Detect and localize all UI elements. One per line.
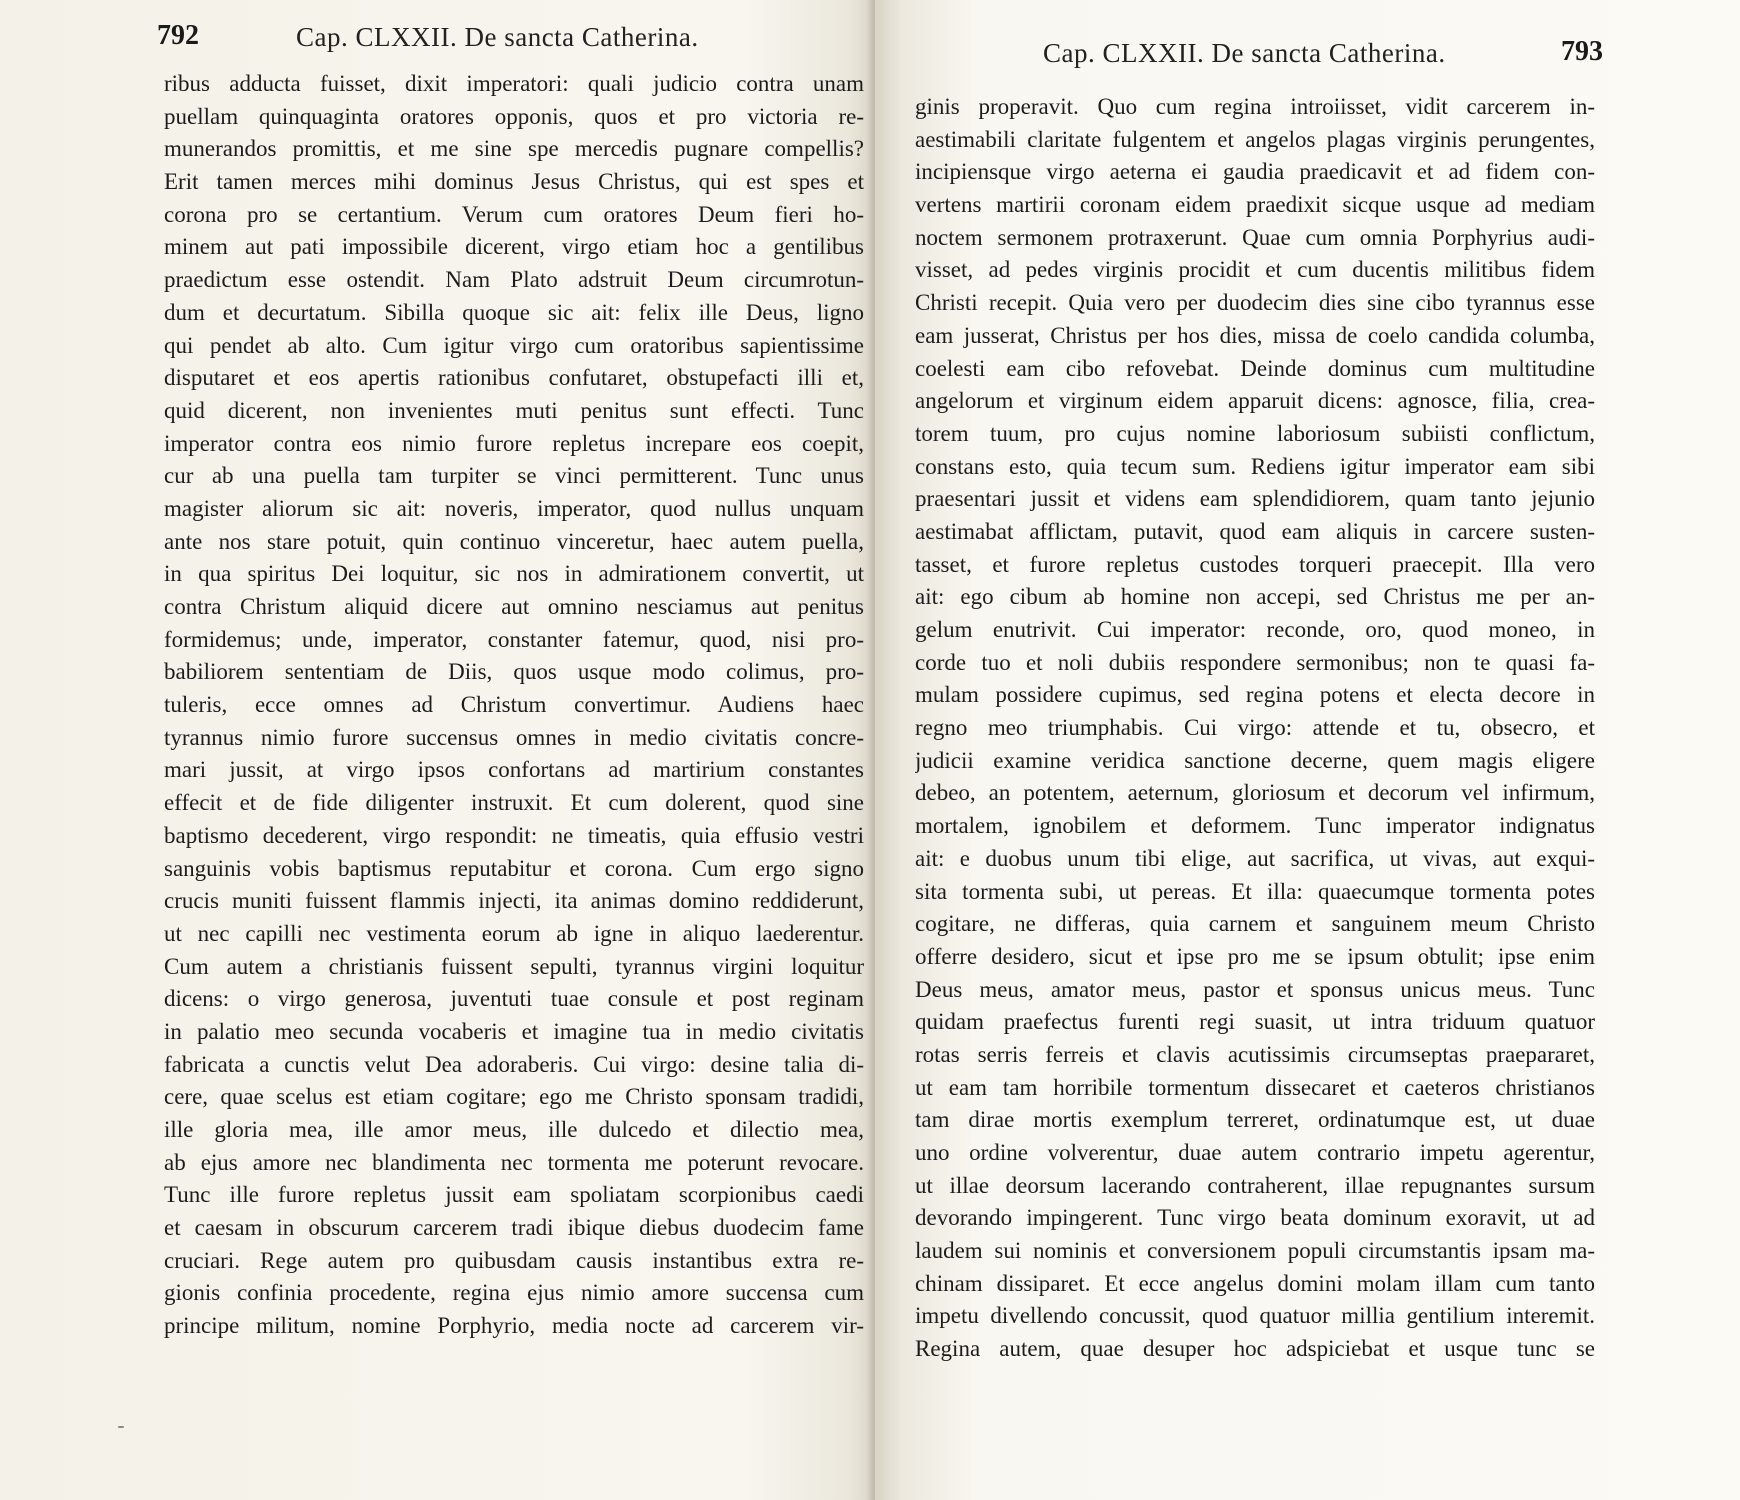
text-line: quidam praefectus furenti regi suasit, ut intra triduum quatuor [915,1009,1595,1035]
text-line: qui pendet ab alto. Cum igitur virgo cum oratoribus sapientissime [164,332,864,358]
text-line: impetu divellendo concussit, quod quatuor millia gentilium interemit. [915,1303,1595,1329]
text-line: crucis muniti fuissent flammis injecti, ita animas domino reddiderunt, [164,888,864,914]
left-running-head: Cap. CLXXII. De sancta Catherina. [296,22,699,52]
text-line: ille gloria mea, ille amor meus, ille dulcedo et dilectio mea, [164,1117,864,1142]
text-line: aestimabili claritate fulgentem et angelos plagas virginis perungentes, [915,126,1595,152]
text-line: ab ejus amore nec blandimenta nec tormenta me poterunt revocare. [164,1149,864,1175]
text-line: Erit tamen merces mihi dominus Jesus Christus, qui est spes et [164,169,864,195]
text-line: effecit et de fide diligenter instruxit. Et cum dolerent, quod sine [164,790,864,816]
text-line: Christi recepit. Quia vero per duodecim dies sine cibo tyrannus esse [915,290,1595,316]
text-line: ut illae deorsum lacerando contraherent, illae repugnantes sursum [915,1172,1595,1198]
text-line: gionis confinia procedente, regina ejus nimio amore succensa cum [164,1280,864,1306]
text-line: cogitare, ne differas, quia carnem et sanguinem meum Christo [915,911,1595,937]
text-line: coelesti eam cibo refovebat. Deinde dominus cum multitudine [915,355,1595,381]
text-line: torem tuum, pro cujus nomine laboriosum subiisti conflictum, [915,420,1595,446]
text-line: ante nos stare potuit, quin continuo vinceretur, haec autem puella, [164,528,864,554]
text-line: disputaret et eos apertis rationibus confutaret, obstupefacti illi et, [164,365,864,391]
text-line: formidemus; unde, imperator, constanter fatemur, quod, nisi pro- [164,626,864,652]
text-line: ginis properavit. Quo cum regina introiisset, vidit carcerem in- [915,94,1595,119]
text-line: tam dirae mortis exemplum terreret, ordinatumque est, ut duae [915,1107,1595,1133]
left-page-body [164,68,864,1343]
text-line: in qua spiritus Dei loquitur, sic nos in admirationem convertit, ut [164,561,864,587]
text-line: contra Christum aliquid dicere aut omnino nesciamus aut penitus [164,594,864,619]
text-line: praesentari jussit et videns eam splendidiorem, quam tanto jejunio [915,486,1595,512]
text-line: magister aliorum sic ait: noveris, imperator, quod nullus unquam [164,495,864,521]
right-running-head: Cap. CLXXII. De sancta Catherina. [1043,38,1446,68]
text-line: rotas serris ferreis et clavis acutissimis circumseptas praepararet, [915,1041,1595,1067]
text-line: ribus adducta fuisset, dixit imperatori: quali judicio contra unam [164,71,864,96]
text-line: sita tormenta subi, ut pereas. Et illa: quaecumque tormenta potes [915,878,1595,904]
text-line: visset, ad pedes virginis procidit et cum ducentis militibus fidem [915,257,1595,283]
text-line: sanguinis vobis baptismus reputabitur et corona. Cum ergo signo [164,855,864,881]
text-line: debeo, an potentem, aeternum, gloriosum et decorum vel infirmum, [915,780,1595,806]
text-line: puellam quinquaginta oratores opponis, quos et pro victoria re- [164,103,864,129]
right-page-body [915,91,1595,1366]
text-line: Cum autem a christianis fuissent sepulti, tyrannus virgini loquitur [164,953,864,979]
text-line: ut eam tam horribile tormentum dissecaret et caeteros christianos [915,1074,1595,1100]
text-line: dicens: o virgo generosa, juventuti tuae consule et post reginam [164,986,864,1012]
text-line: incipiensque virgo aeterna ei gaudia praedicavit et ad fidem con- [915,159,1595,185]
text-line: imperator contra eos nimio furore repletus increpare eos coepit, [164,430,864,456]
text-line: et caesam in obscurum carcerem tradi ibique diebus duodecim fame [164,1215,864,1241]
text-line: uno ordine volverentur, duae autem contrario impetu agerentur, [915,1140,1595,1165]
text-line: offerre desidero, sicut et ipse pro me se ipsum obtulit; ipse enim [915,943,1595,969]
text-line: judicii examine veridica sanctione decerne, quem magis eligere [915,747,1595,773]
text-line: dum et decurtatum. Sibilla quoque sic ait: felix ille Deus, ligno [164,299,864,325]
right-page [875,0,1740,1500]
text-line: regno meo triumphabis. Cui virgo: attende et tu, obsecro, et [915,715,1595,741]
text-line: aestimabat afflictam, putavit, quod eam aliquis in carcere susten- [915,518,1595,544]
text-line: baptismo decederent, virgo respondit: ne timeatis, quia effusio vestri [164,822,864,848]
text-line: minem aut pati impossibile dicerent, virgo etiam hoc a gentilibus [164,234,864,260]
text-line: Tunc ille furore repletus jussit eam spoliatam scorpionibus caedi [164,1182,864,1208]
text-line: tuleris, ecce omnes ad Christum convertimur. Audiens haec [164,692,864,718]
text-line: cruciari. Rege autem pro quibusdam causis instantibus extra re- [164,1247,864,1273]
margin-speck [118,1426,124,1428]
text-line: gelum enutrivit. Cui imperator: reconde, oro, quod moneo, in [915,617,1595,642]
text-line: tasset, et furore repletus custodes torqueri praecepit. Illa vero [915,551,1595,577]
text-line: ait: ego cibum ab homine non accepi, sed Christus me per an- [915,584,1595,610]
text-line: cur ab una puella tam turpiter se vinci permitterent. Tunc unus [164,463,864,489]
text-line: cere, quae scelus est etiam cogitare; ego me Christo sponsam tradidi, [164,1084,864,1110]
text-line: chinam dissiparet. Et ecce angelus domini molam illam cum tanto [915,1270,1595,1296]
text-line: noctem sermonem protraxerunt. Quae cum omnia Porphyrius audi- [915,224,1595,250]
right-page-number: 793 [1561,36,1603,67]
text-line: mari jussit, at virgo ipsos confortans ad martirium constantes [164,757,864,783]
text-line: eam jusserat, Christus per hos dies, missa de coelo candida columba, [915,322,1595,348]
text-line: Deus meus, amator meus, pastor et sponsus unicus meus. Tunc [915,976,1595,1002]
text-line: fabricata a cunctis velut Dea adoraberis. Cui virgo: desine talia di- [164,1051,864,1077]
text-line: vertens martirii coronam eidem praedixit sicque usque ad mediam [915,192,1595,218]
text-line: angelorum et virginum eidem apparuit dicens: agnosce, filia, crea- [915,388,1595,414]
text-line: praedictum esse ostendit. Nam Plato adstruit Deum circumrotun- [164,267,864,293]
text-line: quid dicerent, non invenientes muti penitus sunt effecti. Tunc [164,397,864,423]
text-line: corona pro se certantium. Verum cum oratores Deum fieri ho- [164,201,864,227]
text-line: mortalem, ignobilem et deformem. Tunc imperator indignatus [915,813,1595,839]
text-line: constans esto, quia tecum sum. Rediens igitur imperator eam sibi [915,453,1595,479]
text-line: munerandos promittis, et me sine spe mercedis pugnare compellis? [164,136,864,162]
text-line: laudem sui nominis et conversionem populi circumstantis ipsam ma- [915,1238,1595,1264]
text-line: devorando impingerent. Tunc virgo beata dominum exoravit, ut ad [915,1205,1595,1231]
left-page-number: 792 [157,20,199,51]
text-line: ait: e duobus unum tibi elige, aut sacrifica, ut vivas, aut exqui- [915,845,1595,871]
text-line: Regina autem, quae desuper hoc adspiciebat et usque tunc se [915,1336,1595,1362]
text-line: mulam possidere cupimus, sed regina potens et electa decore in [915,682,1595,708]
text-line: babiliorem sententiam de Diis, quos usque modo colimus, pro- [164,659,864,685]
text-line: corde tuo et noli dubiis respondere sermonibus; non te quasi fa- [915,649,1595,675]
text-line: ut nec capilli nec vestimenta eorum ab igne in aliquo laederentur. [164,920,864,946]
text-line: in palatio meo secunda vocaberis et imagine tua in medio civitatis [164,1018,864,1044]
text-line: tyrannus nimio furore succensus omnes in medio civitatis concre- [164,724,864,750]
text-line: principe militum, nomine Porphyrio, media nocte ad carcerem vir- [164,1313,864,1339]
